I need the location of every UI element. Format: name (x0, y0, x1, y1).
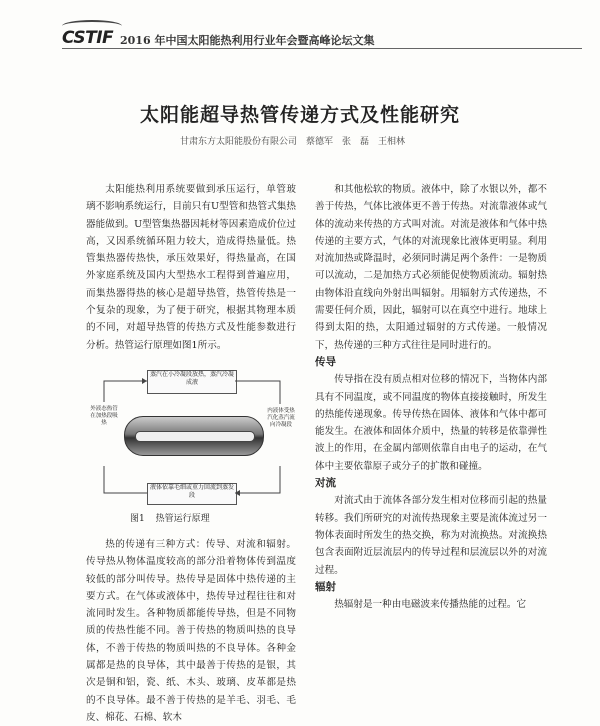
figure-right-label: 内液体受热汽化蒸汽流向冷凝段 (267, 408, 295, 428)
section-text-convection: 对流式由于流体各部分发生相对位移而引起的热量转移。我们所研究的对流传热现象主要是流体流过另一物体表面时所发生的热交换，称为对流换热。对流换热包含表面附近层流层内的传导过程和层流层以外的对流过程。 (315, 495, 547, 576)
arrowhead-1 (142, 378, 147, 384)
section-heading-convection: 对流 (315, 477, 336, 490)
heat-transfer-paragraph: 热的传递有三种方式：传导、对流和辐射。传导热从物体温度较高的部分沿着物体传到温度较低的部分叫传导。热传导是固体中热传递的主要方式。在气体或液体中，热传导过程往往和对流同时发生。各种物质都能传导热，但是不同物质的传热性能不同。善于传热的物质叫热的良导体，不善于传热的物质叫热的不良导体。各种金属都是热的良导体，其中最善于传热的是银，其次是铜和铝，瓷、纸、木头、玻璃、皮革都是热的不良导体。最不善于传热的是羊毛、羽毛、毛皮、棉花、石棉、软木 (86, 539, 296, 723)
figure-left-label: 外液态热管在加热段吸热 (90, 406, 118, 426)
figure-bottom-box: 液体依靠毛细或重力回流到蒸发段 (147, 483, 237, 505)
section-text-conduction: 传导指在没有质点相对位移的情况下，当物体内部具有不同温度，或不同温度的物体直接接触时，所发生的热能传递现象。传导传热在固体、液体和气体中都可能发生。在液体和固体介质中，热量的转移是依靠弹性波上的作用，在金属内部则依靠自由电子的运动，在气体中主要依靠原子或分子的扩散和碰撞。 (315, 374, 547, 472)
figure-caption (130, 511, 218, 524)
intro-paragraph: 太阳能热利用系统要做到承压运行，单管玻璃不影响系统运行，目前只有U型管和热管式集热器能做到。U型管集热器因耗材等因素造成价位过高，又因系统循环阻力较大，造成得热量低。热管集热器传热快，承压效果好，得热量高，在国外家庭系统及国内大型热水工程得到普遍应用，而集热器得热的核心是超导热管，热管传热是一个复杂的现象，为了便于研究，根据其物理本质的不同，对超导热管的传热方式及性能参数进行分析。热管运行原理如图1所示。 (86, 184, 296, 351)
continuation-paragraph: 和其他松软的物质。液体中，除了水银以外，都不善于传热，气体比液体更不善于传热。对流靠液体或气体的流动来传热的方式叫对流。对流是液体和气体中热传递的主要方式，气体的对流现象比液体更明显。利用对流加热或降温时，必须同时满足两个条件：一是物质可以流动，二是加热方式必须能促使物质流动。辐射热由物体沿直线向外射出叫辐射。用辐射方式传递热，不需要任何介质，因此，辐射可以在真空中进行。地球上得到太阳的热，太阳通过辐射的方式传递。一般情况下，热传递的三种方式往往是同时进行的。 (315, 184, 547, 351)
section-heading-radiation: 辐射 (315, 580, 336, 593)
arrow-bottom-right (235, 466, 280, 493)
left-column-top (86, 181, 296, 354)
proceedings-title: 2016 年中国太阳能热利用行业年会暨高峰论坛文集 (120, 34, 375, 47)
heat-pipe-figure (90, 368, 296, 506)
cstif-logo: CSTIF (62, 28, 114, 48)
author-line: 甘肃东方太阳能股份有限公司 蔡德军 张 磊 王相林 (180, 137, 406, 147)
section-text-radiation: 热辐射是一种由电磁波来传播热能的过程。它 (334, 599, 527, 611)
arrowhead-2 (235, 490, 240, 496)
arrow-top-right (235, 381, 280, 404)
section-heading-conduction: 传导 (315, 355, 336, 368)
left-column-bottom (86, 536, 296, 726)
figure-caption-text: 热管运行原理 (155, 514, 210, 524)
figure-arrows (90, 368, 296, 506)
right-column (315, 181, 547, 613)
figure-number: 图1 (130, 514, 145, 524)
paper-title: 太阳能超导热管传递方式及性能研究 (139, 104, 460, 126)
arrow-bottom-left (104, 466, 147, 493)
figure-top-box: 蒸汽在小冷凝段放热，蒸汽冷凝成液 (147, 370, 237, 394)
arrow-top-left (104, 381, 147, 402)
header-rule (62, 48, 582, 49)
